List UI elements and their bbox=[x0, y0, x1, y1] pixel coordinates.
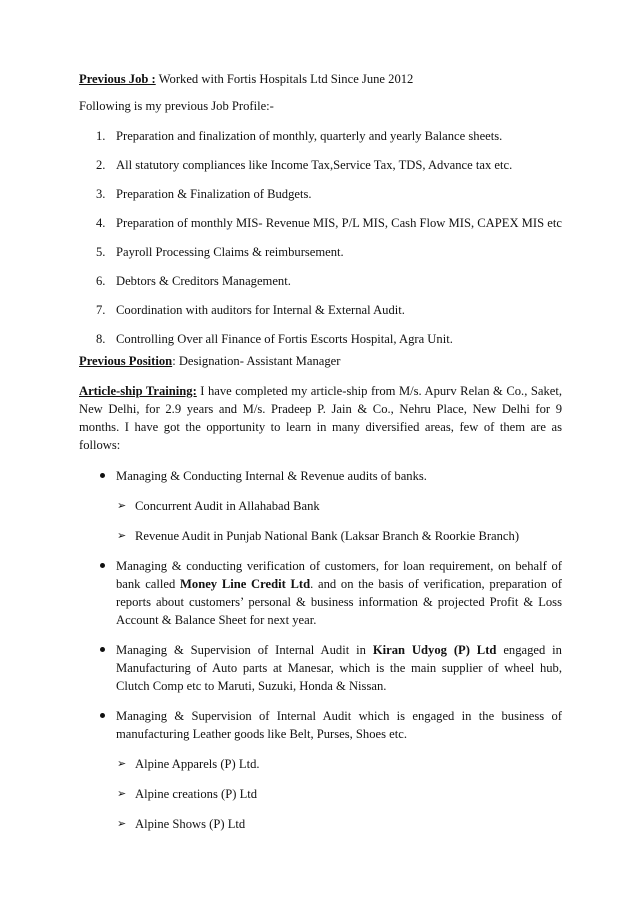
training-bullets bbox=[79, 467, 562, 485]
list-item: ➢ Alpine creations (P) Ltd bbox=[117, 787, 258, 801]
bullet-icon bbox=[100, 473, 105, 478]
articleship-paragraph bbox=[79, 382, 562, 454]
bullet-icon bbox=[100, 563, 105, 568]
list-item: 7. Coordination with auditors for Internal & External Audit. bbox=[96, 303, 405, 317]
job-profile-list bbox=[79, 127, 562, 348]
arrow-bullet-icon: ➢ bbox=[117, 758, 127, 770]
arrow-bullet-icon: ➢ bbox=[117, 818, 127, 830]
previous-job-label: Previous Job : bbox=[79, 72, 156, 86]
list-item: ➢ Concurrent Audit in Allahabad Bank bbox=[117, 499, 320, 513]
list-item: ➢ Revenue Audit in Punjab National Bank (Laksar Branch & Roorkie Branch) bbox=[117, 529, 520, 543]
list-item: 1. Preparation and finalization of monthly, quarterly and yearly Balance sheets. bbox=[96, 129, 503, 143]
resume-page bbox=[79, 70, 562, 845]
list-item: 2. All statutory compliances like Income Tax,Service Tax, TDS, Advance tax etc. bbox=[96, 158, 513, 172]
list-item: Managing & Supervision of Internal Audit in Kiran Udyog (P) Ltd engaged in Manufacturing of Auto parts at Manesar, which is the main supplier of wheel hub, Clutch Comp etc to Maruti, Suzuki, Honda & Nissan. bbox=[79, 641, 562, 695]
previous-position-text: : Designation- Assistant Manager bbox=[172, 354, 341, 368]
previous-job-text: Worked with Fortis Hospitals Ltd Since June 2012 bbox=[155, 72, 414, 86]
previous-position-line bbox=[79, 352, 562, 370]
articleship-label: Article-ship Training: bbox=[79, 384, 197, 398]
list-item: ➢ Alpine Shows (P) Ltd bbox=[117, 817, 246, 831]
arrow-bullet-icon: ➢ bbox=[117, 530, 127, 542]
training-bullets-2 bbox=[79, 557, 562, 743]
bullet-icon bbox=[100, 647, 105, 652]
previous-position-label: Previous Position bbox=[79, 354, 173, 368]
articleship-text: I have completed my article-ship from M/s. Apurv Relan & Co., Saket, New Delhi, for 2.9 years and M/s. Pradeep P. Jain & Co., Nehru Place, New Delhi for 9 months. I have got the opportunity to learn in many diversified areas, few of them are as follows: bbox=[79, 384, 562, 452]
list-item: Managing & conducting verification of customers, for loan requirement, on behalf of bank called Money Line Credit Ltd. and on the basis of verification, preparation of reports about customers’ personal & business information & projected Profit & Loss Account & Balance Sheet for next year. bbox=[79, 557, 562, 629]
bullet-icon bbox=[100, 713, 105, 718]
arrow-bullet-icon: ➢ bbox=[117, 788, 127, 800]
list-item: 6. Debtors & Creditors Management. bbox=[96, 274, 291, 288]
list-item: Managing & Supervision of Internal Audit which is engaged in the business of manufacturing Leather goods like Belt, Purses, Shoes etc. bbox=[79, 707, 562, 743]
list-item: Managing & Conducting Internal & Revenue audits of banks. bbox=[79, 467, 562, 485]
list-item: ➢ Alpine Apparels (P) Ltd. bbox=[117, 757, 260, 771]
arrow-bullet-icon: ➢ bbox=[117, 500, 127, 512]
previous-job-line bbox=[79, 70, 562, 88]
list-item: 8. Controlling Over all Finance of Fortis Escorts Hospital, Agra Unit. bbox=[96, 332, 453, 346]
list-item: 5. Payroll Processing Claims & reimbursement. bbox=[96, 245, 344, 259]
list-item: 3. Preparation & Finalization of Budgets. bbox=[96, 187, 312, 201]
list-item: 4. Preparation of monthly MIS- Revenue MIS, P/L MIS, Cash Flow MIS, CAPEX MIS etc bbox=[96, 216, 562, 230]
profile-intro: Following is my previous Job Profile:- bbox=[79, 99, 274, 113]
